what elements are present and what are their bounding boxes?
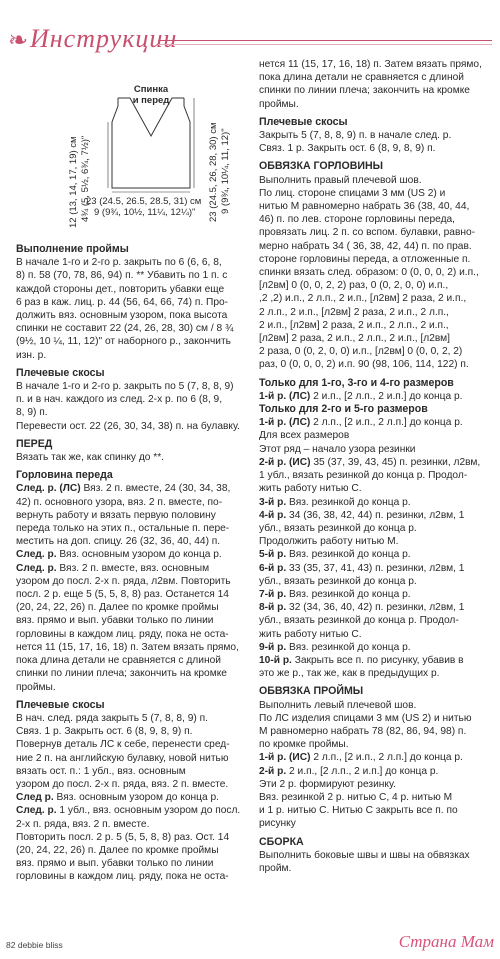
text-line: спинки вязать след. образом: 0 (0, 0, 0, 2) и.п., <box>259 267 479 279</box>
text-line: 46) п. по лев. стороне горловины переда, <box>259 214 456 226</box>
row-text: 2 л.п., [2 и.п., 2 л.п.] до конца р. <box>310 417 463 429</box>
text-line: убл., вязать резинкой до конца р. <box>259 575 417 587</box>
text-line: жить работу нитью С. <box>259 483 362 495</box>
text-line: (20, 24, 22, 26) п. Далее по кромке проймы <box>16 602 219 614</box>
row-label: 1-й р. (ЛС) <box>259 417 311 429</box>
instruction-line <box>259 509 489 522</box>
row-text: 1 убл., вяз. основным узором до посл. <box>56 805 241 817</box>
right-text-column <box>259 58 489 875</box>
instruction-line <box>259 562 489 575</box>
row-label: След. р. (ЛС) <box>16 483 81 495</box>
instruction-line <box>16 482 248 495</box>
instruction-line <box>259 765 489 778</box>
text-line: 42) п. основного узора, вяз. 2 п. вместе, по- <box>16 496 223 508</box>
text-line: горловины в каждом лиц. ряду, пока не оста- <box>16 871 229 883</box>
text-line: посл. 2 р. еще 5 (5, 5, 8, 8) раз. Останется 14 <box>16 589 229 601</box>
text-line: [л2вм] 0 (0, 0, 2, 2) раз, 0 (0, 2, 0, 0) и.п., <box>259 280 449 292</box>
text-line: Вяз. резинкой 2 р. нитью С, 4 р. нитью М <box>259 791 453 803</box>
header-rule <box>158 40 492 41</box>
bottom-measure-cm: 23 (24.5, 26.5, 28.5, 31) см <box>86 196 202 207</box>
watermark-text: Страна Мам <box>398 932 494 951</box>
text-line: М равномерно набрать 78 (82, 86, 94, 98) п. <box>259 725 467 737</box>
text-line: нитью М равномерно набрать 36 (38, 40, 44, <box>259 201 470 213</box>
flourish-icon: ❧ <box>8 26 29 54</box>
page-number: 82 <box>6 940 16 950</box>
text-line: узором до посл. 2-х п. ряда, вяз. 2 п. вместе. <box>16 778 229 790</box>
diagram-title-2: и перед <box>132 95 170 106</box>
text-line: изн. р. <box>16 349 47 361</box>
text-line: это же р., так же, как в предыдущих р. <box>259 668 440 680</box>
row-label: 7-й р. <box>259 588 287 600</box>
text-line: узором до посл. 2-х п. ряда, л2вм. Повторить <box>16 575 231 587</box>
row-text: Вяз. резинкой до конца р. <box>286 641 411 653</box>
text-line: Выполнить правый плечевой шов. <box>259 174 422 186</box>
row-text: 32 (34, 36, 40, 42) п. резинки, л2вм, 1 <box>286 602 465 614</box>
section-heading: СБОРКА <box>259 835 304 848</box>
text-line: жить работу нитью С. <box>259 628 362 640</box>
text-line: переда только на этих п., остальные п. пере- <box>16 523 230 535</box>
text-line: (20, 24, 22, 26) п. Далее по кромке проймы <box>16 844 219 856</box>
text-line: В начале 1-го и 2-го р. закрыть по 5 (7, 8, 8, 9) <box>16 381 234 393</box>
row-label: След р. <box>16 792 54 804</box>
text-line: Выполнить левый плечевой шов. <box>259 699 417 711</box>
text-line: 2-х п. ряда, вяз. 2 п. вместе. <box>16 818 150 830</box>
row-text: 2 л.п., [2 и.п., 2 л.п.] до конца р. <box>310 752 463 764</box>
row-label: 1-й р. (ЛС) <box>259 390 311 402</box>
row-label: 4-й р. <box>259 509 287 521</box>
text-line: Для всех размеров <box>259 430 350 442</box>
text-line: местить на доп. спицу. 26 (32, 36, 40, 44) п. <box>16 536 221 548</box>
text-line: Выполнить боковые швы и швы на обвязках <box>259 849 470 861</box>
section-heading: Только для 2-го и 5-го размеров <box>259 403 428 416</box>
text-line: убл., вязать резинкой до конца р. <box>259 522 417 534</box>
instruction-line <box>259 456 489 469</box>
row-label: След. р. <box>16 549 57 561</box>
row-text: 34 (36, 38, 42, 44) п. резинки, л2вм, 1 <box>286 509 465 521</box>
right-measure-in: 9 (9¾, 10¼, 11, 12)" <box>220 128 231 214</box>
instruction-line <box>259 641 489 654</box>
row-label: 5-й р. <box>259 549 287 561</box>
row-label: 10-й р. <box>259 654 292 666</box>
text-line: В начале 1-го и 2-го р. закрыть по 6 (6, 6, 8, <box>16 257 222 269</box>
row-text: 35 (37, 39, 43, 45) п. резинки, л2вм, <box>310 456 481 468</box>
text-line: нется 11 (15, 17, 16, 18) п. Затем вязать прямо, <box>259 59 482 70</box>
text-line: пока длина детали не сравняется с длиной <box>259 72 464 84</box>
text-line: пройм. <box>259 862 292 874</box>
text-line: стороне горловины переда, а отложенные п. <box>259 253 471 265</box>
text-line: Перевести ост. 22 (26, 30, 34, 38) п. на булавку. <box>16 420 240 432</box>
section-heading: Плечевые скосы <box>16 698 105 711</box>
schematic-diagram <box>60 70 240 230</box>
text-line: провязать лиц. 2 п. со вспом. булавки, равно- <box>259 227 476 239</box>
instruction-line <box>16 791 248 804</box>
text-line: В нач. след. ряда закрыть 5 (7, 8, 8, 9) п. <box>16 712 208 724</box>
instruction-line <box>16 804 248 817</box>
page-footer <box>6 940 63 950</box>
text-line: Продолжить работу нитью М. <box>259 536 399 548</box>
text-line: вернуть работу и вязать первую половину <box>16 509 216 521</box>
row-text: Вяз. 2 п. вместе, вяз. основным <box>56 562 210 574</box>
text-line: Связ. 1 р. Закрыть ост. 6 (8, 9, 8, 9) п. <box>16 726 193 738</box>
text-line: 2 раза, 0 (0, 2, 0, 0) и.п., [л2вм] 0 (0, 0, 2, 2) <box>259 346 463 358</box>
text-line: спинки по линии плеча; закончить на кромке <box>259 85 470 97</box>
row-text: Вяз. основным узором до конца р. <box>56 549 222 561</box>
text-line: ,2 ,2) и.п., 2 л.п., 2 и.п., [л2вм] 2 раза, 2 и.п., <box>259 293 467 305</box>
text-line: раз, 0 (0, 0, 0, 2) и.п. 90 (98, 106, 114, 122) п. <box>259 359 469 371</box>
header-rule-thin <box>158 44 492 45</box>
section-heading: Плечевые скосы <box>259 115 348 128</box>
text-line: проймы. <box>259 98 299 110</box>
section-heading: ПЕРЕД <box>16 437 53 450</box>
text-line: Эти 2 р. формируют резинку. <box>259 778 396 790</box>
section-heading: ОБВЯЗКА ГОРЛОВИНЫ <box>259 160 384 173</box>
bottom-measure-in: 9 (9¾, 10½, 11¼, 12¼)" <box>94 207 196 218</box>
instruction-line <box>16 548 248 561</box>
text-line: 8, 9) п. <box>16 407 48 419</box>
text-line: вяз. прямо и вып. убавки только по линии <box>16 615 214 627</box>
text-line: (9½, 10 ¼, 11, 12)" от наборного р., закончить <box>16 336 231 348</box>
text-line: По ЛС изделия спицами 3 мм (US 2) и нитью <box>259 712 472 724</box>
row-text: Вяз. основным узором до конца р. <box>53 792 219 804</box>
text-line: Закрыть 5 (7, 8, 8, 9) п. в начале след. р. <box>259 130 452 142</box>
text-line: пока длина детали не сравняется с длиной <box>16 655 221 667</box>
text-line: 2 л.п., 2 и.п., [л2вм] 2 раза, 2 и.п., 2 л.п., <box>259 306 449 318</box>
text-line: убл., вязать резинкой до конца р. Продол- <box>259 615 459 627</box>
text-line: мерно набрать 34 ( 36, 38, 42, 44) п. по прав. <box>259 240 472 252</box>
row-label: След. р. <box>16 562 57 574</box>
text-line: спинки не составит 22 (24, 26, 28, 30) см / 8 ¾ <box>16 323 234 335</box>
text-line: каждой стороны дет., повторить убавки еще <box>16 283 225 295</box>
text-line: Повернув деталь ЛС к себе, перенести сред- <box>16 739 230 751</box>
row-label: След. р. <box>16 805 57 817</box>
text-line: вязать ост. п.: 1 убл., вяз. основным <box>16 765 186 777</box>
instruction-line <box>259 548 489 561</box>
row-text: Вяз. 2 п. вместе, 24 (30, 34, 38, <box>80 483 231 495</box>
text-line: 6 раз в каж. лиц. р. 44 (56, 64, 66, 74) п. Про- <box>16 296 229 308</box>
section-title: Инструкции <box>30 24 178 53</box>
instruction-line <box>259 390 489 403</box>
text-line: п. и в нач. каждого из след. 2-х р. по 6 (8, 9, <box>16 394 223 406</box>
section-heading: Выполнение проймы <box>16 243 129 255</box>
row-text: 2 и.п., [2 л.п., 2 и.п.] до конца р. <box>310 390 463 402</box>
instruction-line <box>16 562 248 575</box>
instruction-line <box>259 588 489 601</box>
instruction-line <box>259 496 489 509</box>
text-line: по кромке проймы. <box>259 739 349 751</box>
text-line: нется 11 (15, 17, 16, 18) п. Затем вязать прямо, <box>16 641 239 653</box>
instruction-line <box>259 601 489 614</box>
right-measure-cm: 23 (24.5, 26, 28, 30) см <box>208 122 219 222</box>
text-line: Повторить посл. 2 р. 5 (5, 5, 8, 8) раз. Ост. 14 <box>16 831 230 843</box>
text-line: должить вяз. основным узором, пока высота <box>16 310 228 322</box>
row-text: Закрыть все п. по рисунку, убавив в <box>291 654 464 666</box>
section-heading: ОБВЯЗКА ПРОЙМЫ <box>259 685 364 698</box>
row-label: 1-й р. (ИС) <box>259 752 311 764</box>
section-heading: Плечевые скосы <box>16 366 105 379</box>
diagram-title-1: Спинка <box>133 84 169 95</box>
section-heading: Горловина переда <box>16 469 113 482</box>
text-line: проймы. <box>16 681 56 693</box>
row-text: 2 и.п., [2 л.п., 2 и.п.] до конца р. <box>286 765 439 777</box>
row-text: Вяз. резинкой до конца р. <box>286 588 411 600</box>
text-line: спинки по линии плеча; закончить на кромке <box>16 668 227 680</box>
text-line: 1 убл., вязать резинкой до конца р. Продол- <box>259 470 468 482</box>
left-text-column <box>16 243 248 884</box>
instruction-line <box>259 416 489 429</box>
row-label: 3-й р. <box>259 496 287 508</box>
row-text: 33 (35, 37, 41, 43) п. резинки, л2вм, 1 <box>286 562 465 574</box>
text-line: вяз. прямо и вып. убавки только по линии <box>16 858 214 870</box>
section-heading: Только для 1-го, 3-го и 4-го размеров <box>259 376 454 389</box>
row-text: Вяз. резинкой до конца р. <box>286 549 411 561</box>
instruction-line <box>259 751 489 764</box>
text-line: ние 2 п. на английскую булавку, новой нитью <box>16 752 229 764</box>
text-line: По лиц. стороне спицами 3 мм (US 2) и <box>259 187 446 199</box>
row-label: 9-й р. <box>259 641 287 653</box>
text-line: горловины в каждом лиц. ряду, пока не оста- <box>16 628 229 640</box>
left-measure-in: 4¾ (5, 5½, 6¾, 7½)" <box>80 135 91 222</box>
text-line: Этот ряд – начало узора резинки <box>259 443 416 455</box>
text-line: рисунку <box>259 818 296 830</box>
row-label: 2-й р. (ИС) <box>259 456 311 468</box>
text-line: и 1 р. нитью С. Нитью С закрыть все п. по <box>259 805 458 817</box>
text-line: 8) п. 58 (70, 78, 86, 94) п. ** Убавить по 1 п. с <box>16 270 228 282</box>
row-label: 8-й р. <box>259 602 287 614</box>
row-text: Вяз. резинкой до конца р. <box>286 496 411 508</box>
text-line: Связ. 1 р. Закрыть ост. 6 (8, 9, 8, 9) п. <box>259 143 436 155</box>
left-measure-cm: 12 (13, 14, 17, 19) см <box>68 136 79 228</box>
instruction-line <box>259 654 489 667</box>
text-line: 2 и.п., [л2вм] 2 раза, 2 и.п., 2 л.п., 2 и.п., <box>259 319 449 331</box>
row-label: 2-й р. <box>259 765 287 777</box>
row-label: 6-й р. <box>259 562 287 574</box>
brand-name: debbie bliss <box>17 940 63 950</box>
text-line: Вязать так же, как спинку до **. <box>16 452 165 464</box>
watermark-logo <box>399 932 494 952</box>
text-line: [л2вм] 2 раза, 2 и.п., 2 л.п., 2 и.п., [л2вм] <box>259 333 451 345</box>
